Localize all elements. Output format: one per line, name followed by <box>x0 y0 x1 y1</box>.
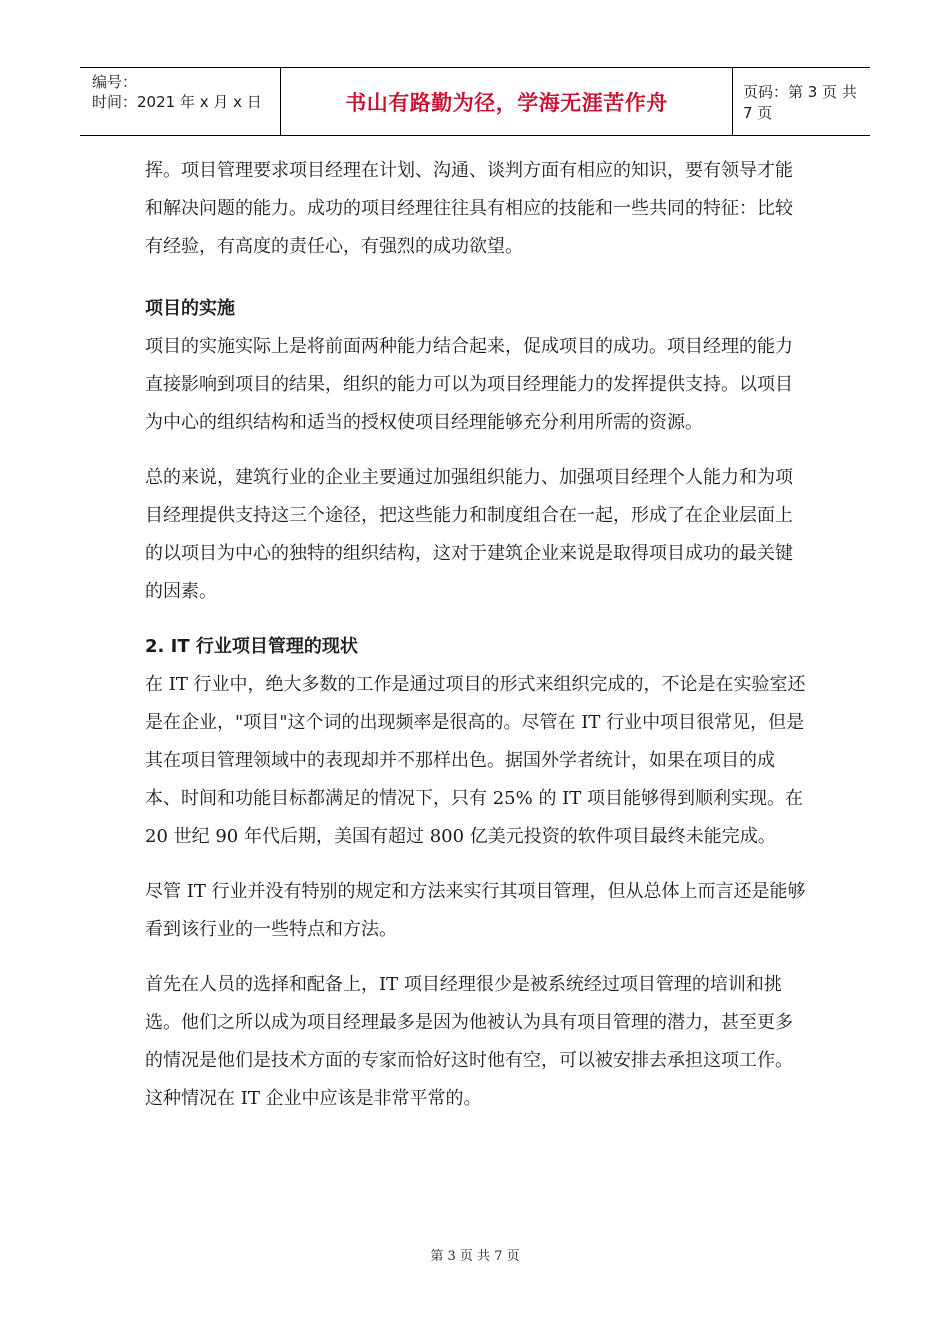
serial-label: 编号： <box>92 73 138 91</box>
paragraph: 挥。项目管理要求项目经理在计划、沟通、谈判方面有相应的知识，要有领导才能和解决问题的能力。成功的项目经理往往具有相应的技能和一些共同的特征：比较有经验，有高度的责任心，有强烈的成功欲望。 <box>145 160 793 257</box>
header-motto: 书山有路勤为径，学海无涯苦作舟 <box>345 90 668 115</box>
paragraph: 总的来说，建筑行业的企业主要通过加强组织能力、加强项目经理个人能力和为项目经理提供支持这三个途径，把这些能力和制度组合在一起，形成了在企业层面上的以项目为中心的独特的组织结构，这对于建筑企业来说是取得项目成功的最关键的因素。 <box>145 467 793 602</box>
document-body <box>145 152 810 1118</box>
header-page-label: 页码：第 3 页 共 7 页 <box>743 82 857 122</box>
date-label: 时间：2021 年 x 月 x 日 <box>92 93 262 111</box>
paragraph: 项目的实施实际上是将前面两种能力结合起来，促成项目的成功。项目经理的能力直接影响到项目的结果，组织的能力可以为项目经理能力的发挥提供支持。以项目为中心的组织结构和适当的授权使项目经理能够充分利用所需的资源。 <box>145 336 793 433</box>
page-footer: 第 3 页 共 7 页 <box>430 1249 520 1264</box>
paragraph: 首先在人员的选择和配备上，IT 项目经理很少是被系统经过项目管理的培训和挑选。他们之所以成为项目经理最多是因为他被认为具有项目管理的潜力，甚至更多的情况是他们是技术方面的专家而恰好这时他有空，可以被安排去承担这项工作。这种情况在 IT 企业中应该是非常平常的。 <box>145 974 793 1109</box>
header-meta <box>80 68 281 135</box>
header-motto-cell <box>281 68 733 135</box>
paragraph: 尽管 IT 行业并没有特别的规定和方法来实行其项目管理，但从总体上而言还是能够看到该行业的一些特点和方法。 <box>145 881 806 940</box>
header-page-cell <box>733 68 870 135</box>
page-header <box>80 67 870 136</box>
section-heading: 2. IT 行业项目管理的现状 <box>145 636 358 657</box>
section-heading: 项目的实施 <box>145 298 235 319</box>
paragraph: 在 IT 行业中，绝大多数的工作是通过项目的形式来组织完成的，不论是在实验室还是在企业，"项目"这个词的出现频率是很高的。尽管在 IT 行业中项目很常见，但是其在项目管理领域中的表现却并不那样出色。据国外学者统计，如果在项目的成本、时间和功能目标都满足的情况下，只有 25% 的 IT 项目能够得到顺利实现。在 20 世纪 90 年代后期，美国有超过 800 亿美元投资的软件项目最终未能完成。 <box>145 674 806 847</box>
